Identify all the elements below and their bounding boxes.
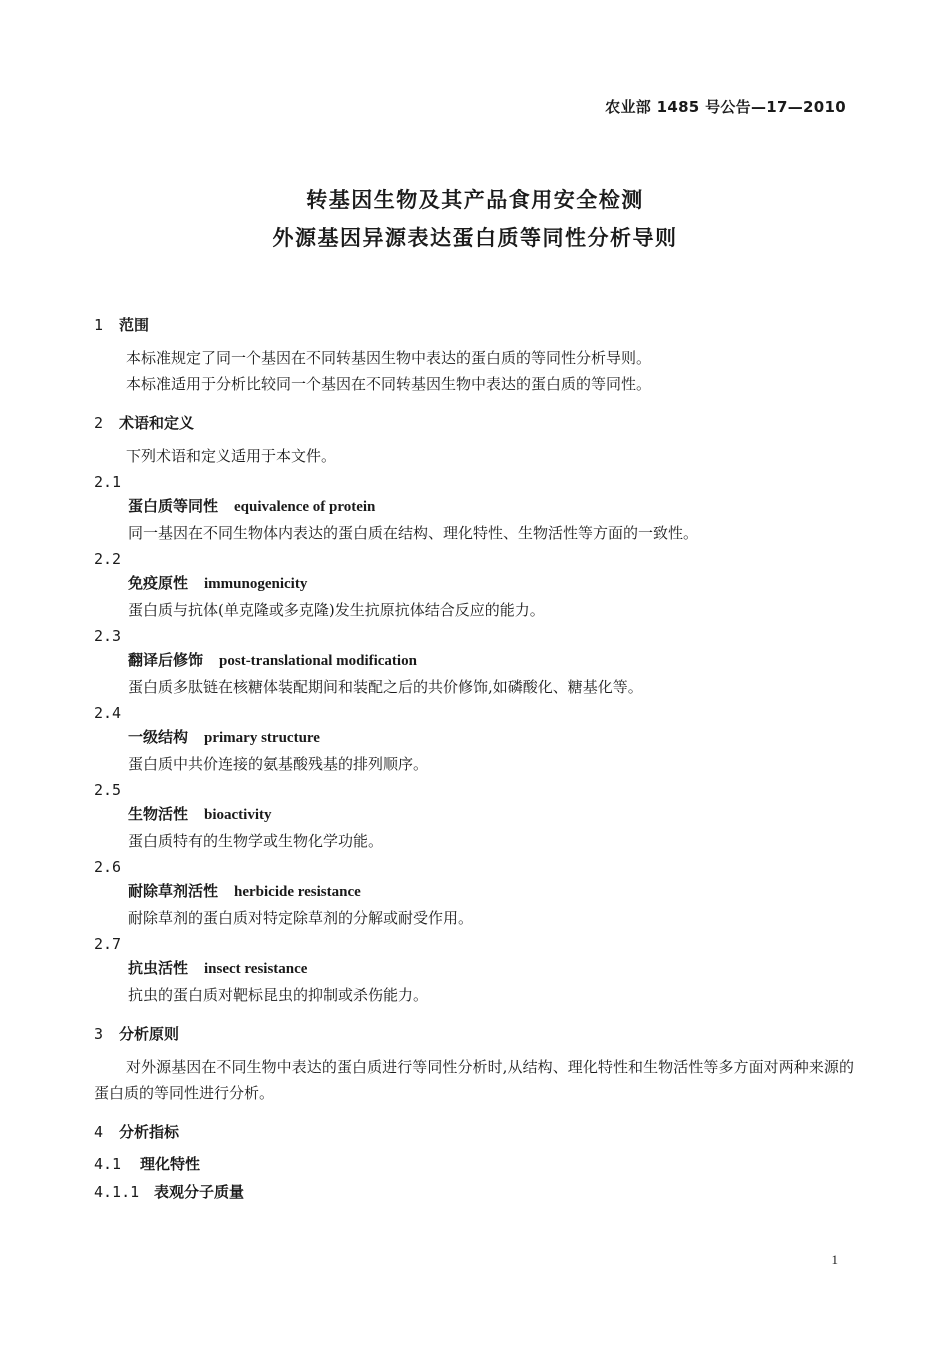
- term-definition: 同一基因在不同生物体内表达的蛋白质在结构、理化特性、生物活性等方面的一致性。: [128, 524, 699, 542]
- title-line-1: 转基因生物及其产品食用安全检测: [306, 188, 644, 212]
- term-name: [94, 493, 854, 520]
- term-name: [94, 955, 854, 982]
- term-name-en: primary structure: [204, 730, 320, 746]
- term-name-en: post-translational modification: [219, 653, 417, 669]
- section-number: 4: [94, 1123, 104, 1141]
- term-number: 2.6: [94, 858, 122, 876]
- term-name: [94, 724, 854, 751]
- subsection-4-1-1-heading: [94, 1180, 854, 1204]
- term-name-cn: 蛋白质等同性: [128, 497, 219, 515]
- term-name-en: herbicide resistance: [234, 884, 361, 900]
- term-name-en: insect resistance: [204, 961, 308, 977]
- section-title: 分析原则: [119, 1025, 180, 1043]
- section-title: 术语和定义: [119, 414, 195, 432]
- section-4-heading: [94, 1120, 854, 1144]
- section-title: 分析指标: [119, 1123, 180, 1141]
- page-number: 1: [831, 1252, 838, 1267]
- document-id: 农业部 1485 号公告—17—2010: [605, 98, 846, 116]
- term-definition: 蛋白质特有的生物学或生物化学功能。: [128, 832, 384, 850]
- term-name-cn: 一级结构: [128, 728, 189, 746]
- term-name-cn: 生物活性: [128, 805, 189, 823]
- section-number: 1: [94, 316, 104, 334]
- term-number: 2.4: [94, 704, 122, 722]
- section-1-heading: [94, 313, 854, 337]
- section-number: 3: [94, 1025, 104, 1043]
- section-number: 2: [94, 414, 104, 432]
- term-name: [94, 570, 854, 597]
- term-entry: [94, 471, 854, 546]
- term-number: 2.2: [94, 550, 122, 568]
- term-entry: [94, 625, 854, 700]
- term-number: 2.5: [94, 781, 122, 799]
- section-title: 范围: [119, 316, 150, 334]
- term-definition: 抗虫的蛋白质对靶标昆虫的抑制或杀伤能力。: [128, 986, 429, 1004]
- paragraph: 本标准规定了同一个基因在不同转基因生物中表达的蛋白质的等同性分析导则。: [126, 349, 652, 367]
- section-number: 4.1: [94, 1155, 122, 1173]
- term-definition: 蛋白质多肽链在核糖体装配期间和装配之后的共价修饰,如磷酸化、糖基化等。: [128, 678, 643, 696]
- term-name: [94, 801, 854, 828]
- term-entry: [94, 548, 854, 623]
- section-2-heading: [94, 411, 854, 435]
- paragraph: 本标准适用于分析比较同一个基因在不同转基因生物中表达的蛋白质的等同性。: [126, 375, 652, 393]
- section-title: 表观分子质量: [154, 1183, 245, 1201]
- section-title: 理化特性: [140, 1155, 201, 1173]
- term-name-cn: 免疫原性: [128, 574, 189, 592]
- term-entry: [94, 779, 854, 854]
- title-line-2: 外源基因异源表达蛋白质等同性分析导则: [272, 226, 678, 250]
- section-number: 4.1.1: [94, 1183, 140, 1201]
- term-definition: 蛋白质中共价连接的氨基酸残基的排列顺序。: [128, 755, 429, 773]
- term-number: 2.3: [94, 627, 122, 645]
- paragraph: 下列术语和定义适用于本文件。: [126, 447, 337, 465]
- term-number: 2.7: [94, 935, 122, 953]
- term-name-en: equivalence of protein: [234, 499, 376, 515]
- paragraph: 对外源基因在不同生物中表达的蛋白质进行等同性分析时,从结构、理化特性和生物活性等多方面对两种来源的蛋白质的等同性进行分析。: [94, 1058, 854, 1102]
- term-number: 2.1: [94, 473, 122, 491]
- term-name-cn: 翻译后修饰: [128, 651, 204, 669]
- document-body: [94, 313, 854, 1204]
- term-name-en: immunogenicity: [204, 576, 308, 592]
- term-entry: [94, 933, 854, 1008]
- term-entry: [94, 856, 854, 931]
- term-name: [94, 647, 854, 674]
- term-name-cn: 抗虫活性: [128, 959, 189, 977]
- term-definition: 蛋白质与抗体(单克隆或多克隆)发生抗原抗体结合反应的能力。: [128, 601, 545, 619]
- term-name-cn: 耐除草剂活性: [128, 882, 219, 900]
- term-name-en: bioactivity: [204, 807, 272, 823]
- term-definition: 耐除草剂的蛋白质对特定除草剂的分解或耐受作用。: [128, 909, 474, 927]
- subsection-4-1-heading: [94, 1152, 854, 1176]
- term-name: [94, 878, 854, 905]
- term-entry: [94, 702, 854, 777]
- section-3-heading: [94, 1022, 854, 1046]
